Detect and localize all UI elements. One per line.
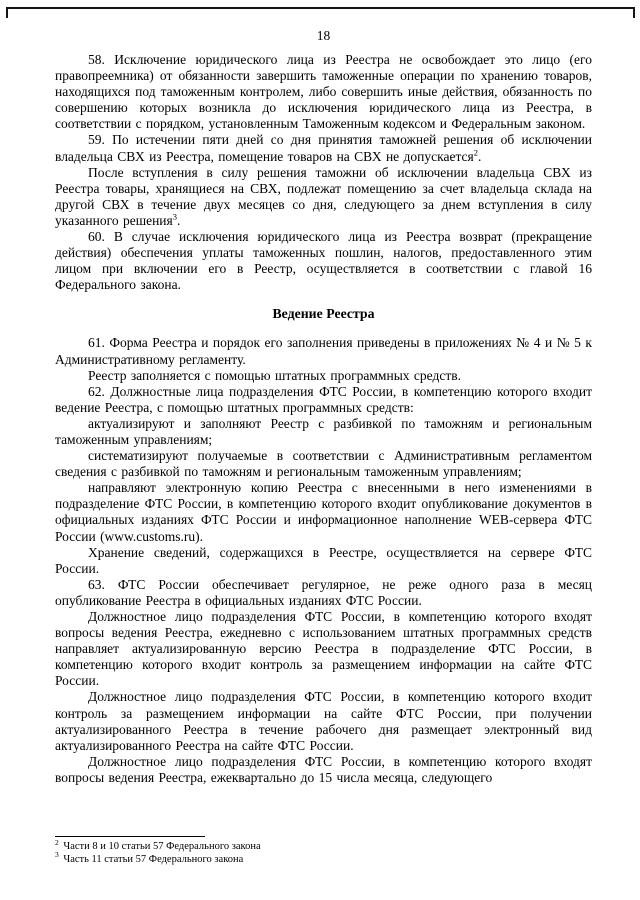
paragraph: направляют электронную копию Реестра с внесенными в него изменениями в подразделение ФТС России, в компетенцию которого входит опубликование документов в официальных изданиях ФТС России и информационное наполнение WEB-сервера ФТС России (www.customs.ru). [55, 480, 592, 544]
paragraph: 61. Форма Реестра и порядок его заполнения приведены в приложениях № 4 и № 5 к Административному регламенту. [55, 335, 592, 367]
section-heading: Ведение Реестра [272, 306, 375, 322]
paragraph: Хранение сведений, содержащихся в Реестре, осуществляется на сервере ФТС России. [55, 544, 592, 576]
page-number: 18 [316, 28, 331, 43]
paragraph: 58. Исключение юридического лица из Реестра не освобождает это лицо (его правопреемника) от обязанности завершить таможенные операции по хранению товаров, находящихся под таможенным контролем, либо совершить иные действия, обязанность по совершению которых возникла до исключения юридического лица из Реестра, в соответствии с порядком, установленным Таможенным кодексом и Федеральным законом. [55, 52, 592, 132]
paragraph: Реестр заполняется с помощью штатных программных средств. [88, 367, 461, 383]
paragraph: Должностное лицо подразделения ФТС России, в компетенцию которого входит контроль за размещением информации на сайте ФТС России, при получении актуализированного Реестра в течение рабочего дня размещает электронный вид актуализированного Реестра на сайте ФТС России. [55, 689, 592, 753]
paragraph: актуализируют и заполняют Реестр с разбивкой по таможням и региональным таможенным управлениям; [55, 415, 592, 447]
footnote-separator [55, 836, 205, 837]
footnotes-section [55, 836, 592, 866]
paragraph: 60. В случае исключения юридического лица из Реестра возврат (прекращение действия) обеспечения уплаты таможенных пошлин, налогов, предоставленного этим лицом при включении его в Реестр, осуществляется в соответствии с главой 16 Федерального закона. [55, 229, 592, 293]
paragraph: Должностное лицо подразделения ФТС России, в компетенцию которого входят вопросы ведения Реестра, ежедневно с использованием штатных программных средств направляет актуализированную версию Реестра в подразделение ФТС России, в компетенцию которого входит контроль за размещением информации на сайте ФТС России. [55, 609, 592, 689]
paragraph: 63. ФТС России обеспечивает регулярное, не реже одного раза в месяц опубликование Реестра в официальных изданиях ФТС России. [55, 576, 592, 608]
paragraph: После вступления в силу решения таможни об исключении владельца СВХ из Реестра товары, хранящиеся на СВХ, подлежат помещению за счет владельца склада на другой СВХ в течение двух месяцев со дня, следующего за днем вступления в силу указанного решения$^3$. [55, 164, 592, 228]
paragraph: Должностное лицо подразделения ФТС России, в компетенцию которого входят вопросы ведения Реестра, ежеквартально до 15 числа месяца, следующего [55, 753, 592, 785]
paragraph: систематизируют получаемые в соответствии с Административным регламентом сведения с разбивкой по таможням и региональным таможенным управлениям; [55, 448, 592, 480]
footnote-reference: 3 [172, 211, 177, 222]
document-body [55, 52, 592, 786]
footnote: $^2$ Части 8 и 10 статьи 57 Федерального закона [55, 837, 261, 852]
footnote-marker: 3 [55, 850, 59, 859]
page-border-frame [6, 7, 635, 18]
paragraph: 59. По истечении пяти дней со дня принятия таможней решения об исключении владельца СВХ из Реестра, помещение товаров на СВХ не допускается$^2$. [55, 132, 592, 164]
paragraph: 62. Должностные лица подразделения ФТС России, в компетенцию которого входит ведение Реестра, с помощью штатных программных средств: [55, 383, 592, 415]
footnote-list [55, 837, 592, 866]
footnote-reference: 2 [473, 147, 478, 158]
footnote-marker: 2 [55, 837, 59, 847]
footnote: $^3$ Часть 11 статьи 57 Федерального закона [55, 850, 244, 865]
